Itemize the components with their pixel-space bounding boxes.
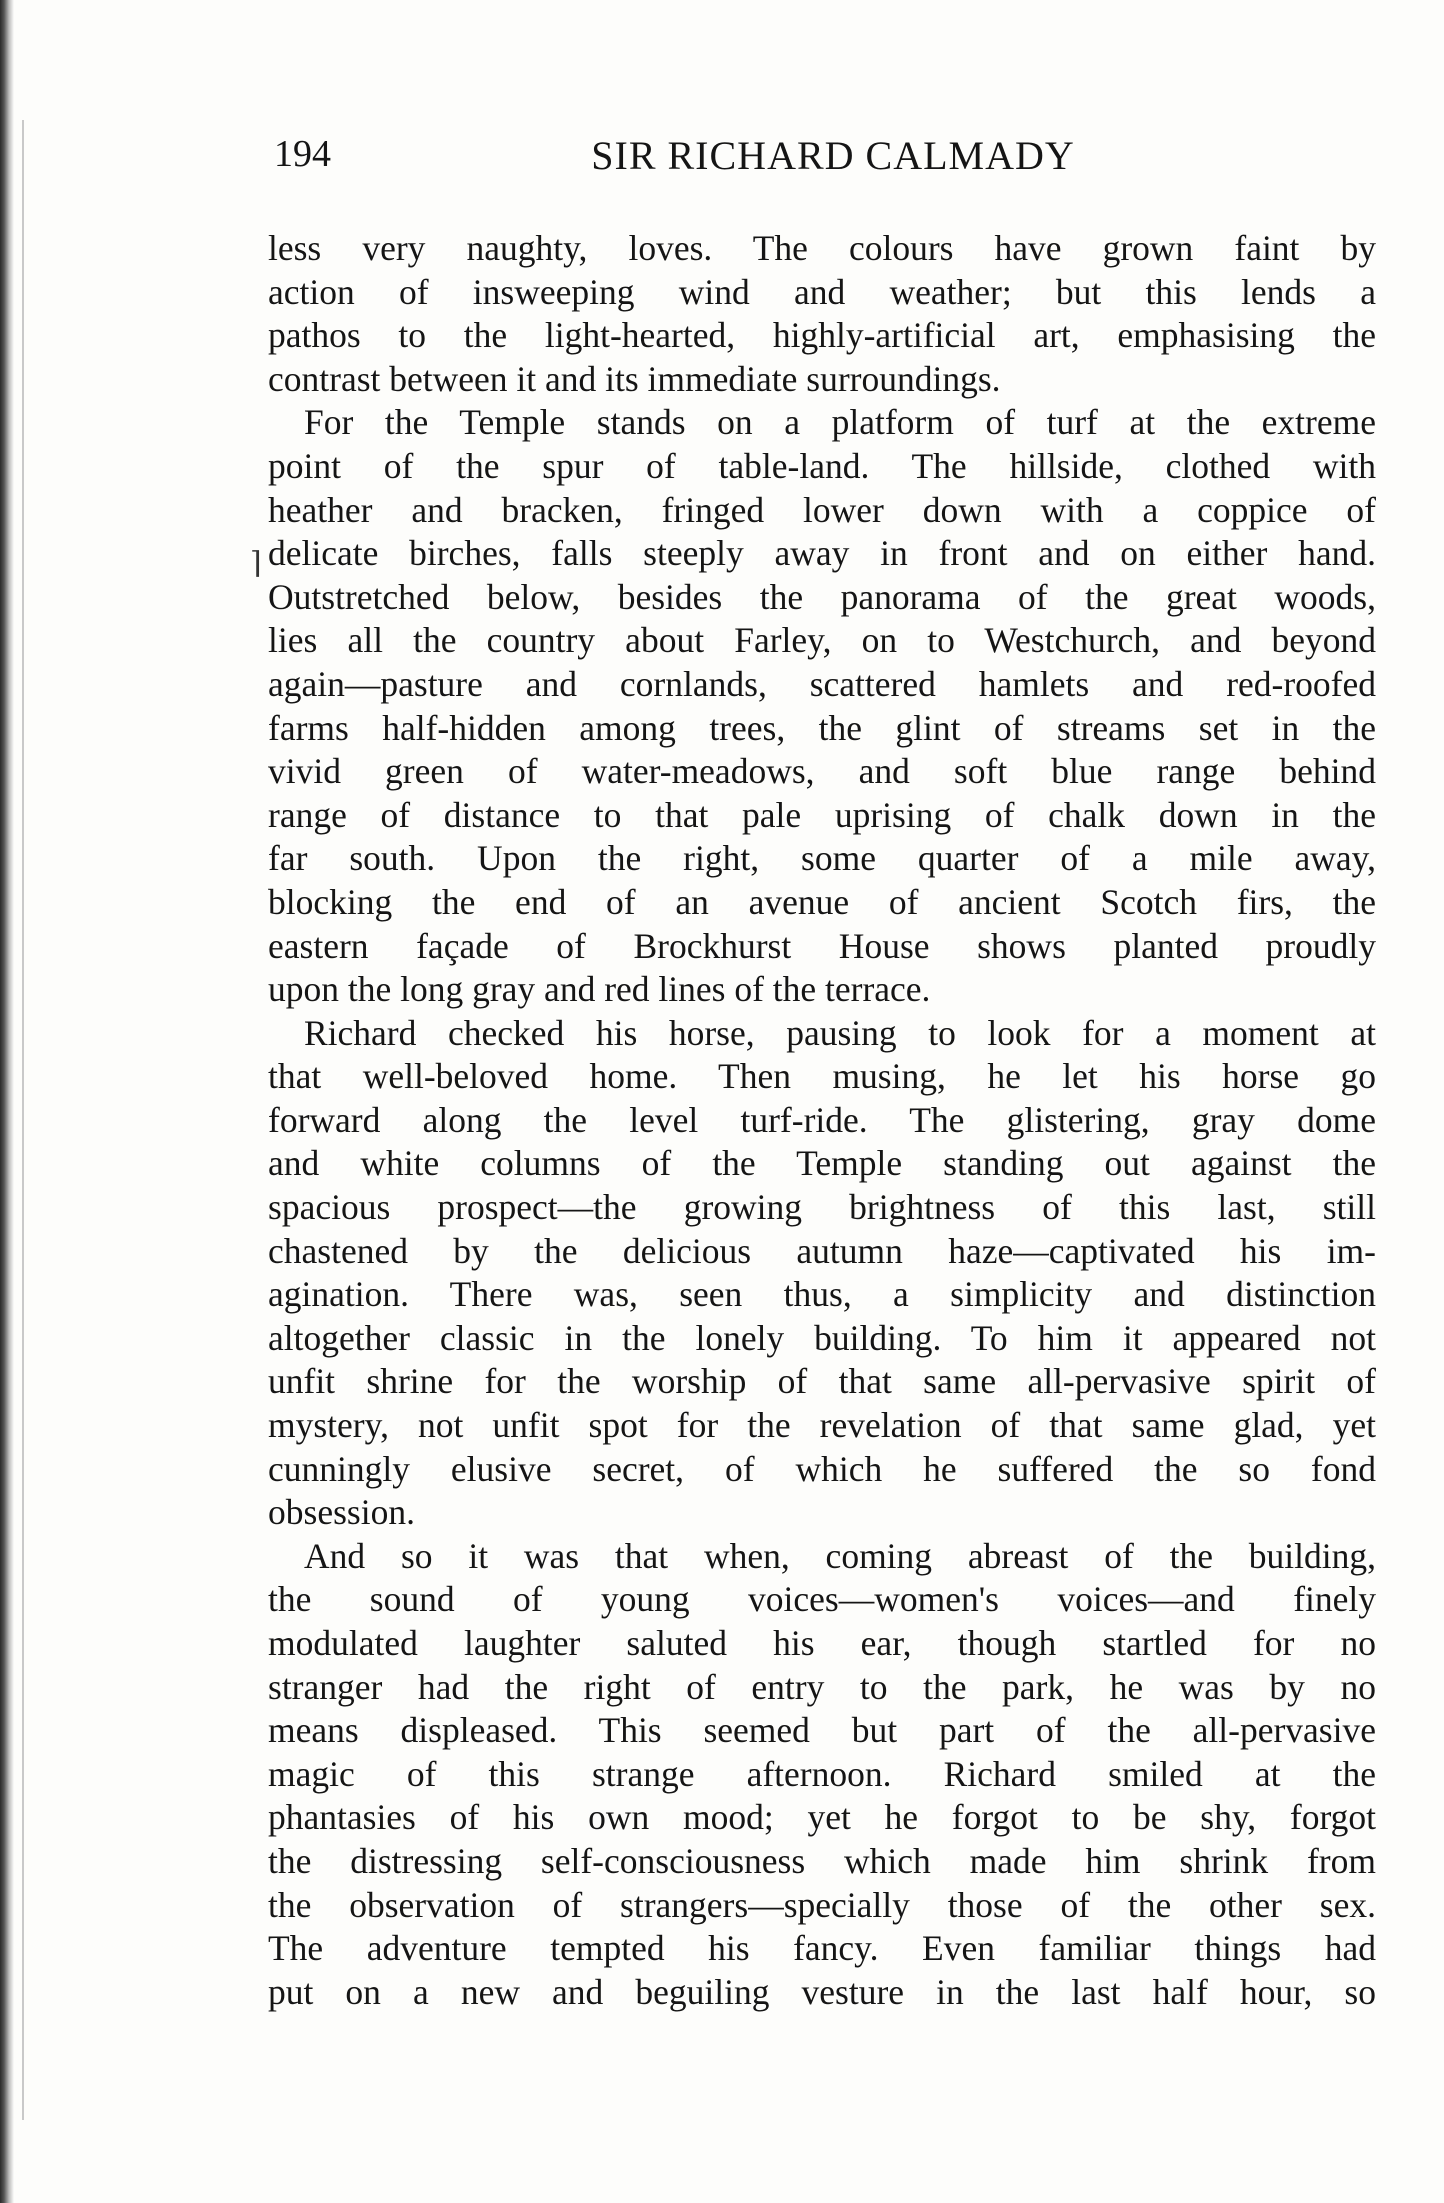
text-line: altogether classic in the lonely building. To him it appeared not: [268, 1317, 1376, 1358]
text-line: Richard checked his horse, pausing to look for a moment at: [304, 1012, 1376, 1053]
text-line: forward along the level turf-ride. The glistering, gray dome: [268, 1099, 1376, 1140]
page-gutter-shadow: [0, 0, 14, 2203]
page-number: 194: [274, 133, 331, 175]
text-line: stranger had the right of entry to the park, he was by no: [268, 1666, 1376, 1707]
text-line: spacious prospect—the growing brightness of this last, still: [268, 1187, 1376, 1228]
text-line: point of the spur of table-land. The hillside, clothed with: [268, 445, 1376, 486]
text-line: heather and bracken, fringed lower down with a coppice of: [268, 489, 1376, 530]
text-line: Outstretched below, besides the panorama of the great woods,: [268, 576, 1376, 617]
text-line: phantasies of his own mood; yet he forgot to be shy, forgot: [268, 1797, 1376, 1838]
text-line: unfit shrine for the worship of that same all-pervasive spirit of: [268, 1361, 1376, 1402]
text-line: obsession.: [268, 1492, 415, 1533]
text-line: lies all the country about Farley, on to Westchurch, and beyond: [268, 620, 1376, 661]
text-line: put on a new and beguiling vesture in the last half hour, so: [268, 1971, 1376, 2012]
text-line: And so it was that when, coming abreast of the building,: [304, 1535, 1376, 1576]
text-line: action of insweeping wind and weather; but this lends a: [268, 271, 1376, 312]
text-line: range of distance to that pale uprising of chalk down in the: [268, 794, 1376, 835]
body-text: [268, 227, 1376, 2014]
text-line: modulated laughter saluted his ear, though startled for no: [268, 1623, 1376, 1663]
text-line: contrast between it and its immediate surroundings.: [268, 358, 1001, 399]
text-line: blocking the end of an avenue of ancient Scotch firs, the: [268, 881, 1376, 922]
text-line: mystery, not unfit spot for the revelation of that same glad, yet: [268, 1405, 1376, 1446]
text-line: upon the long gray and red lines of the terrace.: [268, 969, 931, 1010]
page-header: [268, 132, 1378, 182]
text-line: The adventure tempted his fancy. Even familiar things had: [268, 1928, 1376, 1969]
text-line: far south. Upon the right, some quarter of a mile away,: [268, 838, 1376, 879]
running-title: SIR RICHARD CALMADY: [591, 133, 1075, 178]
text-line: that well-beloved home. Then musing, he let his horse go: [268, 1056, 1376, 1097]
text-line: eastern façade of Brockhurst House shows planted proudly: [268, 925, 1376, 966]
text-line: pathos to the light-hearted, highly-artificial art, emphasising the: [268, 315, 1376, 356]
text-line: delicate birches, falls steeply away in front and on either hand.: [268, 533, 1376, 574]
text-line: vivid green of water-meadows, and soft blue range behind: [268, 751, 1376, 792]
text-line: less very naughty, loves. The colours have grown faint by: [268, 228, 1376, 268]
text-line: and white columns of the Temple standing out against the: [268, 1143, 1376, 1184]
text-line: agination. There was, seen thus, a simplicity and distinction: [268, 1274, 1376, 1315]
text-line: cunningly elusive secret, of which he suffered the so fond: [268, 1448, 1376, 1489]
text-line: the sound of young voices—women's voices—and finely: [268, 1579, 1376, 1620]
text-line: the observation of strangers—specially those of the other sex.: [268, 1884, 1376, 1925]
text-line: chastened by the delicious autumn haze—captivated his im-: [268, 1230, 1376, 1271]
text-line: farms half-hidden among trees, the glint of streams set in the: [268, 707, 1376, 748]
text-line: means displeased. This seemed but part of the all-pervasive: [268, 1710, 1376, 1751]
text-line: the distressing self-consciousness which made him shrink from: [268, 1840, 1376, 1881]
page-edge-line: [22, 120, 24, 2120]
text-line: For the Temple stands on a platform of turf at the extreme: [304, 402, 1376, 443]
text-line: again—pasture and cornlands, scattered hamlets and red-roofed: [268, 663, 1376, 704]
margin-mark: ⌉: [250, 547, 262, 580]
text-line: magic of this strange afternoon. Richard smiled at the: [268, 1753, 1376, 1794]
